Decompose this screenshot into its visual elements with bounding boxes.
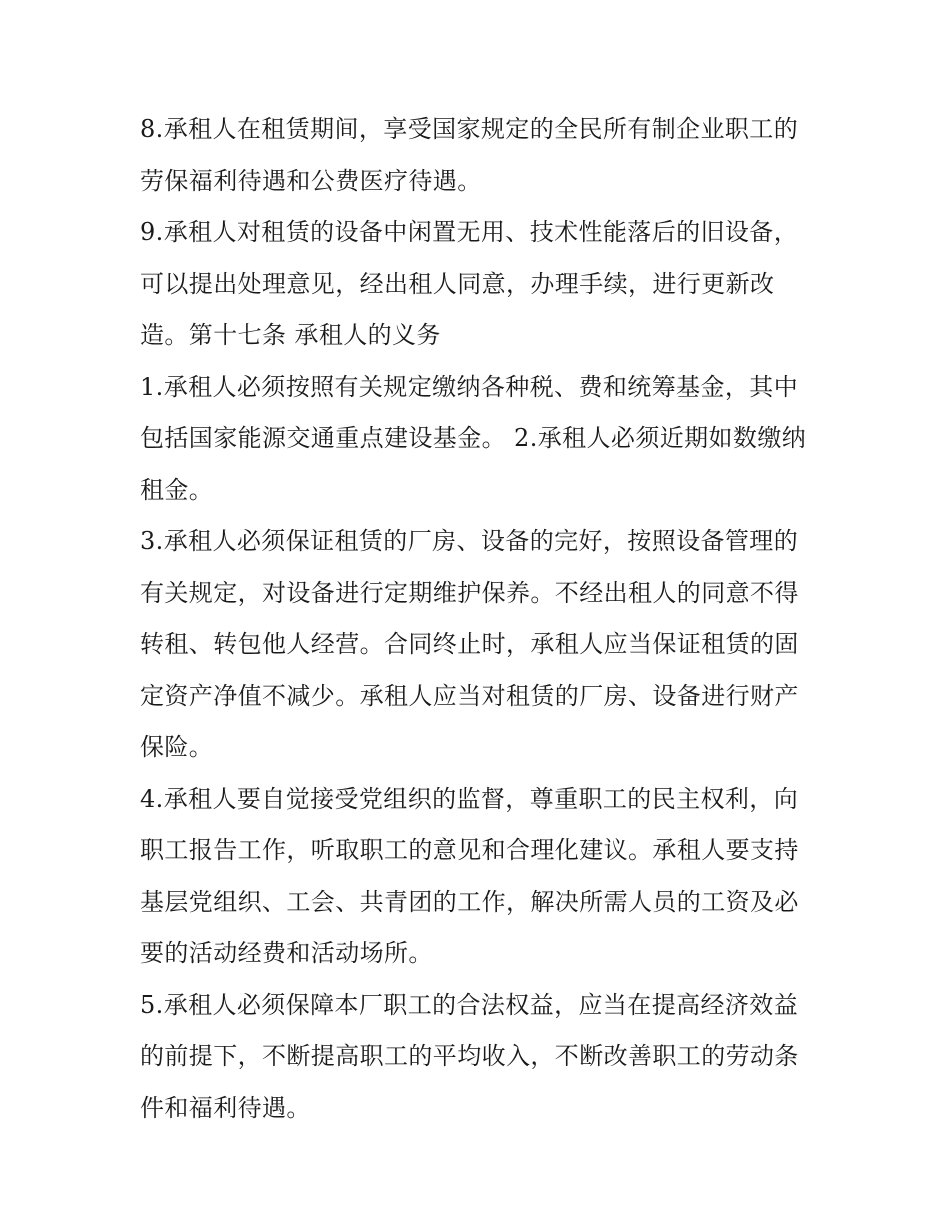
paragraph-item-1-2: 1.承租人必须按照有关规定缴纳各种税、费和统筹基金，其中包括国家能源交通重点建设基金。 2.承租人必须近期如数缴纳租金。 [140,372,807,504]
paragraph-item-3: 3.承租人必须保证租赁的厂房、设备的完好，按照设备管理的有关规定，对设备进行定期维护保养。不经出租人的同意不得转租、转包他人经营。合同终止时，承租人应当保证租赁的固定资产净值不减少。承租人应当对租赁的厂房、设备进行财产保险。 [140,527,799,761]
paragraph-item-8: 8.承租人在租赁期间，享受国家规定的全民所有制企业职工的劳保福利待遇和公费医疗待遇。 [140,115,799,195]
document-body [140,104,820,1134]
paragraph-item-4: 4.承租人要自觉接受党组织的监督，尊重职工的民主权利，向职工报告工作，听取职工的意见和合理化建议。承租人要支持基层党组织、工会、共青团的工作，解决所需人员的工资及必要的活动经费和活动场所。 [140,784,799,967]
paragraph-item-5: 5.承租人必须保障本厂职工的合法权益，应当在提高经济效益的前提下，不断提高职工的平均收入，不断改善职工的劳动条件和福利待遇。 [140,990,799,1122]
paragraph-item-9: 9.承租人对租赁的设备中闲置无用、技术性能落后的旧设备，可以提出处理意见，经出租人同意，办理手续，进行更新改造。第十七条 承租人的义务 [140,218,799,349]
